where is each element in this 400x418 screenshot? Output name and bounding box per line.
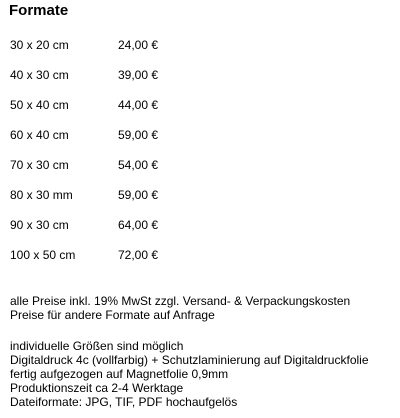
price-row (10, 180, 210, 210)
vat-shipping-note: alle Preise inkl. 19% MwSt zzgl. Versand- & Verpackungskosten (10, 294, 351, 308)
price-row (10, 150, 210, 180)
format-size: 50 x 40 cm (10, 98, 69, 112)
price-row (10, 90, 210, 120)
price-table (10, 30, 210, 270)
price-row (10, 120, 210, 150)
format-size: 100 x 50 cm (10, 248, 76, 262)
format-size: 40 x 30 cm (10, 68, 69, 82)
other-formats-note: Preise für andere Formate auf Anfrage (10, 308, 215, 322)
format-size: 60 x 40 cm (10, 128, 69, 142)
format-price: 72,00 € (118, 248, 159, 262)
price-notes (10, 294, 350, 322)
custom-sizes-note: individuelle Größen sind möglich (10, 339, 184, 353)
format-price: 59,00 € (118, 188, 159, 202)
format-price: 54,00 € (118, 158, 159, 172)
format-price: 39,00 € (118, 68, 159, 82)
format-price: 59,00 € (118, 128, 159, 142)
format-size: 90 x 30 cm (10, 218, 69, 232)
product-details (10, 339, 369, 409)
price-row (10, 210, 210, 240)
print-method-note: Digitaldruck 4c (vollfarbig) + Schutzlaminierung auf Digitaldruckfolie (10, 353, 369, 367)
format-size: 80 x 30 mm (10, 188, 73, 202)
format-price: 64,00 € (118, 218, 159, 232)
page-title: Formate (9, 2, 69, 19)
mounting-note: fertig aufgezogen auf Magnetfolie 0,9mm (10, 367, 229, 381)
format-price: 24,00 € (118, 38, 159, 52)
price-row (10, 60, 210, 90)
format-price: 44,00 € (118, 98, 159, 112)
format-size: 30 x 20 cm (10, 38, 69, 52)
file-formats-note: Dateiformate: JPG, TIF, PDF hochaufgelös (10, 395, 238, 409)
production-time-note: Produktionszeit ca 2-4 Werktage (10, 381, 184, 395)
price-row (10, 30, 210, 60)
format-size: 70 x 30 cm (10, 158, 69, 172)
price-row (10, 240, 210, 270)
